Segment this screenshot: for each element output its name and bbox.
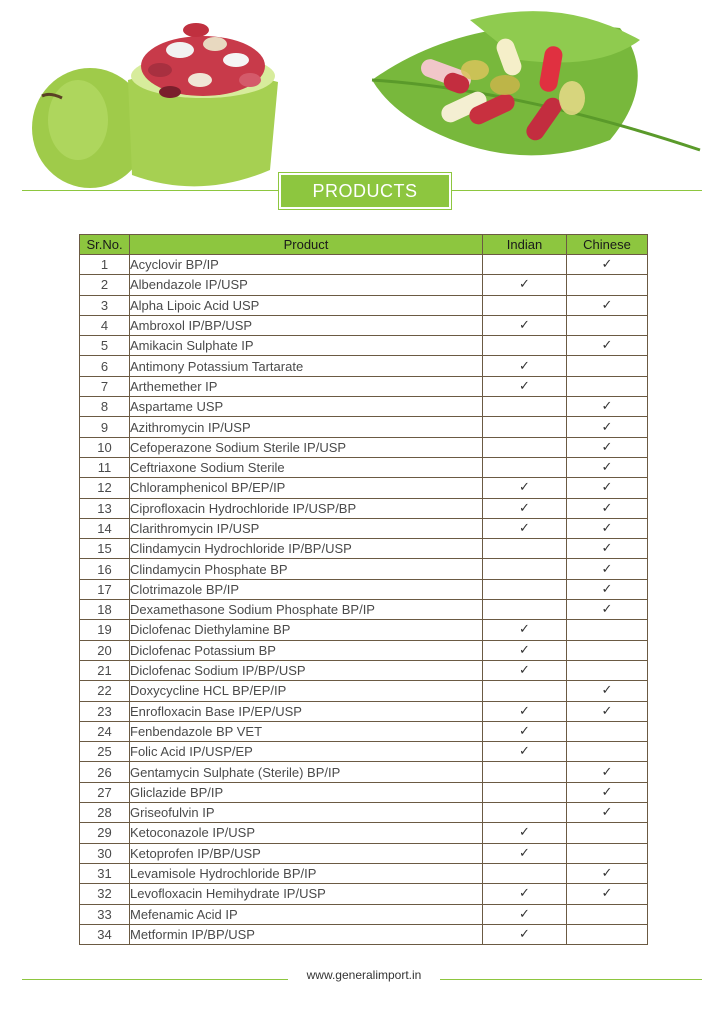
- sr-no-cell: 34: [80, 924, 130, 944]
- check-mark-icon: ✓: [519, 845, 530, 861]
- sr-no-cell: 7: [80, 376, 130, 396]
- chinese-availability-cell: [567, 417, 648, 437]
- table-row: [80, 924, 648, 944]
- product-name-cell: Clindamycin Hydrochloride IP/BP/USP: [130, 539, 483, 559]
- sr-no-cell: 17: [80, 579, 130, 599]
- product-name-cell: Clotrimazole BP/IP: [130, 579, 483, 599]
- chinese-availability-cell: [567, 295, 648, 315]
- indian-availability-cell: [483, 275, 567, 295]
- table-row: [80, 640, 648, 660]
- table-row: [80, 742, 648, 762]
- section-title-box: [278, 172, 452, 210]
- indian-availability-cell: [483, 579, 567, 599]
- indian-availability-cell: [483, 518, 567, 538]
- check-mark-icon: ✓: [601, 541, 613, 557]
- indian-availability-cell: [483, 924, 567, 944]
- chinese-availability-cell: [567, 742, 648, 762]
- table-row: [80, 782, 648, 802]
- table-row: [80, 600, 648, 620]
- sr-no-cell: 3: [80, 295, 130, 315]
- check-mark-icon: ✓: [519, 277, 530, 293]
- indian-availability-cell: [483, 437, 567, 457]
- table-row: [80, 559, 648, 579]
- chinese-availability-cell: [567, 762, 648, 782]
- table-row: [80, 721, 648, 741]
- check-mark-icon: ✓: [601, 399, 613, 415]
- product-name-cell: Azithromycin IP/USP: [130, 417, 483, 437]
- indian-availability-cell: [483, 539, 567, 559]
- product-name-cell: Alpha Lipoic Acid USP: [130, 295, 483, 315]
- check-mark-icon: ✓: [519, 825, 530, 841]
- check-mark-icon: ✓: [519, 480, 530, 496]
- sr-no-cell: 31: [80, 863, 130, 883]
- section-title: PRODUCTS: [281, 175, 449, 207]
- table-row: [80, 762, 648, 782]
- check-mark-icon: ✓: [601, 419, 613, 435]
- indian-availability-cell: [483, 397, 567, 417]
- check-mark-icon: ✓: [601, 500, 613, 516]
- chinese-availability-cell: [567, 782, 648, 802]
- sr-no-cell: 23: [80, 701, 130, 721]
- chinese-availability-cell: [567, 843, 648, 863]
- indian-availability-cell: [483, 884, 567, 904]
- indian-availability-cell: [483, 823, 567, 843]
- chinese-availability-cell: [567, 640, 648, 660]
- table-row: [80, 376, 648, 396]
- chinese-availability-cell: [567, 904, 648, 924]
- check-mark-icon: ✓: [601, 683, 613, 699]
- header-indian: Indian: [483, 235, 567, 255]
- check-mark-icon: ✓: [601, 297, 613, 313]
- check-mark-icon: ✓: [519, 318, 530, 334]
- indian-availability-cell: [483, 904, 567, 924]
- indian-availability-cell: [483, 457, 567, 477]
- sr-no-cell: 14: [80, 518, 130, 538]
- chinese-availability-cell: [567, 457, 648, 477]
- table-row: [80, 356, 648, 376]
- product-name-cell: Diclofenac Sodium IP/BP/USP: [130, 660, 483, 680]
- check-mark-icon: ✓: [601, 886, 613, 902]
- check-mark-icon: ✓: [601, 703, 613, 719]
- check-mark-icon: ✓: [601, 581, 613, 597]
- indian-availability-cell: [483, 255, 567, 275]
- table-row: [80, 255, 648, 275]
- indian-availability-cell: [483, 782, 567, 802]
- table-row: [80, 863, 648, 883]
- product-name-cell: Ceftriaxone Sodium Sterile: [130, 457, 483, 477]
- indian-availability-cell: [483, 295, 567, 315]
- product-name-cell: Gliclazide BP/IP: [130, 782, 483, 802]
- sr-no-cell: 8: [80, 397, 130, 417]
- table-row: [80, 295, 648, 315]
- product-name-cell: Acyclovir BP/IP: [130, 255, 483, 275]
- table-row: [80, 417, 648, 437]
- chinese-availability-cell: [567, 660, 648, 680]
- check-mark-icon: ✓: [519, 358, 530, 374]
- indian-availability-cell: [483, 600, 567, 620]
- table-row: [80, 478, 648, 498]
- table-row: [80, 498, 648, 518]
- header-sr-no: Sr.No.: [80, 235, 130, 255]
- chinese-availability-cell: [567, 498, 648, 518]
- sr-no-cell: 27: [80, 782, 130, 802]
- table-row: [80, 518, 648, 538]
- footer-divider-left: [22, 979, 288, 980]
- sr-no-cell: 29: [80, 823, 130, 843]
- chinese-availability-cell: [567, 559, 648, 579]
- indian-availability-cell: [483, 356, 567, 376]
- product-name-cell: Dexamethasone Sodium Phosphate BP/IP: [130, 600, 483, 620]
- product-name-cell: Griseofulvin IP: [130, 803, 483, 823]
- chinese-availability-cell: [567, 701, 648, 721]
- table-row: [80, 620, 648, 640]
- check-mark-icon: ✓: [601, 866, 613, 882]
- product-name-cell: Levofloxacin Hemihydrate IP/USP: [130, 884, 483, 904]
- check-mark-icon: ✓: [519, 703, 530, 719]
- product-name-cell: Ambroxol IP/BP/USP: [130, 315, 483, 335]
- indian-availability-cell: [483, 721, 567, 741]
- product-name-cell: Chloramphenicol BP/EP/IP: [130, 478, 483, 498]
- sr-no-cell: 6: [80, 356, 130, 376]
- indian-availability-cell: [483, 863, 567, 883]
- product-name-cell: Levamisole Hydrochloride BP/IP: [130, 863, 483, 883]
- chinese-availability-cell: [567, 924, 648, 944]
- sr-no-cell: 22: [80, 681, 130, 701]
- product-name-cell: Ciprofloxacin Hydrochloride IP/USP/BP: [130, 498, 483, 518]
- indian-availability-cell: [483, 701, 567, 721]
- indian-availability-cell: [483, 559, 567, 579]
- product-name-cell: Diclofenac Potassium BP: [130, 640, 483, 660]
- indian-availability-cell: [483, 803, 567, 823]
- indian-availability-cell: [483, 417, 567, 437]
- check-mark-icon: ✓: [519, 723, 530, 739]
- check-mark-icon: ✓: [601, 338, 613, 354]
- chinese-availability-cell: [567, 721, 648, 741]
- sr-no-cell: 2: [80, 275, 130, 295]
- check-mark-icon: ✓: [519, 663, 530, 679]
- sr-no-cell: 13: [80, 498, 130, 518]
- sr-no-cell: 19: [80, 620, 130, 640]
- chinese-availability-cell: [567, 376, 648, 396]
- check-mark-icon: ✓: [519, 886, 530, 902]
- sr-no-cell: 20: [80, 640, 130, 660]
- chinese-availability-cell: [567, 356, 648, 376]
- check-mark-icon: ✓: [601, 561, 613, 577]
- table-row: [80, 457, 648, 477]
- chinese-availability-cell: [567, 803, 648, 823]
- table-body: [80, 255, 648, 945]
- sr-no-cell: 5: [80, 336, 130, 356]
- table-header-row: [80, 235, 648, 255]
- indian-availability-cell: [483, 762, 567, 782]
- check-mark-icon: ✓: [519, 521, 530, 536]
- indian-availability-cell: [483, 336, 567, 356]
- check-mark-icon: ✓: [601, 784, 613, 800]
- check-mark-icon: ✓: [601, 602, 613, 618]
- check-mark-icon: ✓: [601, 521, 613, 536]
- chinese-availability-cell: [567, 823, 648, 843]
- product-name-cell: Aspartame USP: [130, 397, 483, 417]
- footer-website: www.generalimport.in: [306, 968, 422, 982]
- check-mark-icon: ✓: [519, 926, 530, 942]
- product-name-cell: Doxycycline HCL BP/EP/IP: [130, 681, 483, 701]
- indian-availability-cell: [483, 681, 567, 701]
- sr-no-cell: 15: [80, 539, 130, 559]
- chinese-availability-cell: [567, 579, 648, 599]
- check-mark-icon: ✓: [519, 744, 530, 760]
- table-row: [80, 904, 648, 924]
- sr-no-cell: 24: [80, 721, 130, 741]
- sr-no-cell: 4: [80, 315, 130, 335]
- check-mark-icon: ✓: [601, 439, 613, 455]
- table-row: [80, 437, 648, 457]
- sr-no-cell: 16: [80, 559, 130, 579]
- chinese-availability-cell: [567, 315, 648, 335]
- product-name-cell: Diclofenac Diethylamine BP: [130, 620, 483, 640]
- product-name-cell: Arthemether IP: [130, 376, 483, 396]
- check-mark-icon: ✓: [519, 906, 530, 922]
- chinese-availability-cell: [567, 863, 648, 883]
- sr-no-cell: 9: [80, 417, 130, 437]
- table-row: [80, 539, 648, 559]
- chinese-availability-cell: [567, 336, 648, 356]
- table-row: [80, 336, 648, 356]
- sr-no-cell: 26: [80, 762, 130, 782]
- product-name-cell: Mefenamic Acid IP: [130, 904, 483, 924]
- table-row: [80, 843, 648, 863]
- sr-no-cell: 33: [80, 904, 130, 924]
- chinese-availability-cell: [567, 437, 648, 457]
- chinese-availability-cell: [567, 397, 648, 417]
- table-row: [80, 275, 648, 295]
- product-name-cell: Enrofloxacin Base IP/EP/USP: [130, 701, 483, 721]
- sr-no-cell: 18: [80, 600, 130, 620]
- indian-availability-cell: [483, 620, 567, 640]
- leaf-with-capsules-image: [372, 11, 700, 155]
- sr-no-cell: 25: [80, 742, 130, 762]
- chinese-availability-cell: [567, 478, 648, 498]
- indian-availability-cell: [483, 498, 567, 518]
- product-name-cell: Fenbendazole BP VET: [130, 721, 483, 741]
- check-mark-icon: ✓: [601, 764, 613, 780]
- sr-no-cell: 21: [80, 660, 130, 680]
- indian-availability-cell: [483, 315, 567, 335]
- product-name-cell: Antimony Potassium Tartarate: [130, 356, 483, 376]
- indian-availability-cell: [483, 640, 567, 660]
- chinese-availability-cell: [567, 518, 648, 538]
- product-name-cell: Amikacin Sulphate IP: [130, 336, 483, 356]
- product-name-cell: Clindamycin Phosphate BP: [130, 559, 483, 579]
- sr-no-cell: 1: [80, 255, 130, 275]
- section-divider-left: [22, 190, 280, 191]
- table-row: [80, 884, 648, 904]
- product-name-cell: Clarithromycin IP/USP: [130, 518, 483, 538]
- header-product: Product: [130, 235, 483, 255]
- sr-no-cell: 11: [80, 457, 130, 477]
- chinese-availability-cell: [567, 681, 648, 701]
- chinese-availability-cell: [567, 275, 648, 295]
- table-row: [80, 579, 648, 599]
- table-row: [80, 397, 648, 417]
- check-mark-icon: ✓: [519, 500, 530, 516]
- product-name-cell: Ketoprofen IP/BP/USP: [130, 843, 483, 863]
- product-name-cell: Metformin IP/BP/USP: [130, 924, 483, 944]
- chinese-availability-cell: [567, 539, 648, 559]
- product-name-cell: Folic Acid IP/USP/EP: [130, 742, 483, 762]
- apple-with-pills-image: [32, 23, 278, 188]
- sr-no-cell: 12: [80, 478, 130, 498]
- product-name-cell: Ketoconazole IP/USP: [130, 823, 483, 843]
- chinese-availability-cell: [567, 255, 648, 275]
- chinese-availability-cell: [567, 620, 648, 640]
- indian-availability-cell: [483, 478, 567, 498]
- sr-no-cell: 10: [80, 437, 130, 457]
- indian-availability-cell: [483, 660, 567, 680]
- table-row: [80, 803, 648, 823]
- table-row: [80, 823, 648, 843]
- indian-availability-cell: [483, 376, 567, 396]
- table-row: [80, 701, 648, 721]
- check-mark-icon: ✓: [601, 257, 613, 273]
- check-mark-icon: ✓: [601, 460, 613, 476]
- sr-no-cell: 30: [80, 843, 130, 863]
- section-divider-right: [452, 190, 702, 191]
- header-chinese: Chinese: [567, 235, 648, 255]
- check-mark-icon: ✓: [601, 480, 613, 496]
- table-row: [80, 681, 648, 701]
- product-name-cell: Cefoperazone Sodium Sterile IP/USP: [130, 437, 483, 457]
- check-mark-icon: ✓: [519, 622, 530, 638]
- footer-divider-right: [440, 979, 702, 980]
- chinese-availability-cell: [567, 600, 648, 620]
- indian-availability-cell: [483, 742, 567, 762]
- check-mark-icon: ✓: [519, 642, 530, 658]
- indian-availability-cell: [483, 843, 567, 863]
- sr-no-cell: 28: [80, 803, 130, 823]
- table-row: [80, 315, 648, 335]
- chinese-availability-cell: [567, 884, 648, 904]
- check-mark-icon: ✓: [601, 805, 613, 821]
- products-table: [79, 234, 648, 945]
- hero-images: [0, 0, 727, 200]
- product-name-cell: Albendazole IP/USP: [130, 275, 483, 295]
- table-row: [80, 660, 648, 680]
- check-mark-icon: ✓: [519, 378, 530, 394]
- sr-no-cell: 32: [80, 884, 130, 904]
- product-name-cell: Gentamycin Sulphate (Sterile) BP/IP: [130, 762, 483, 782]
